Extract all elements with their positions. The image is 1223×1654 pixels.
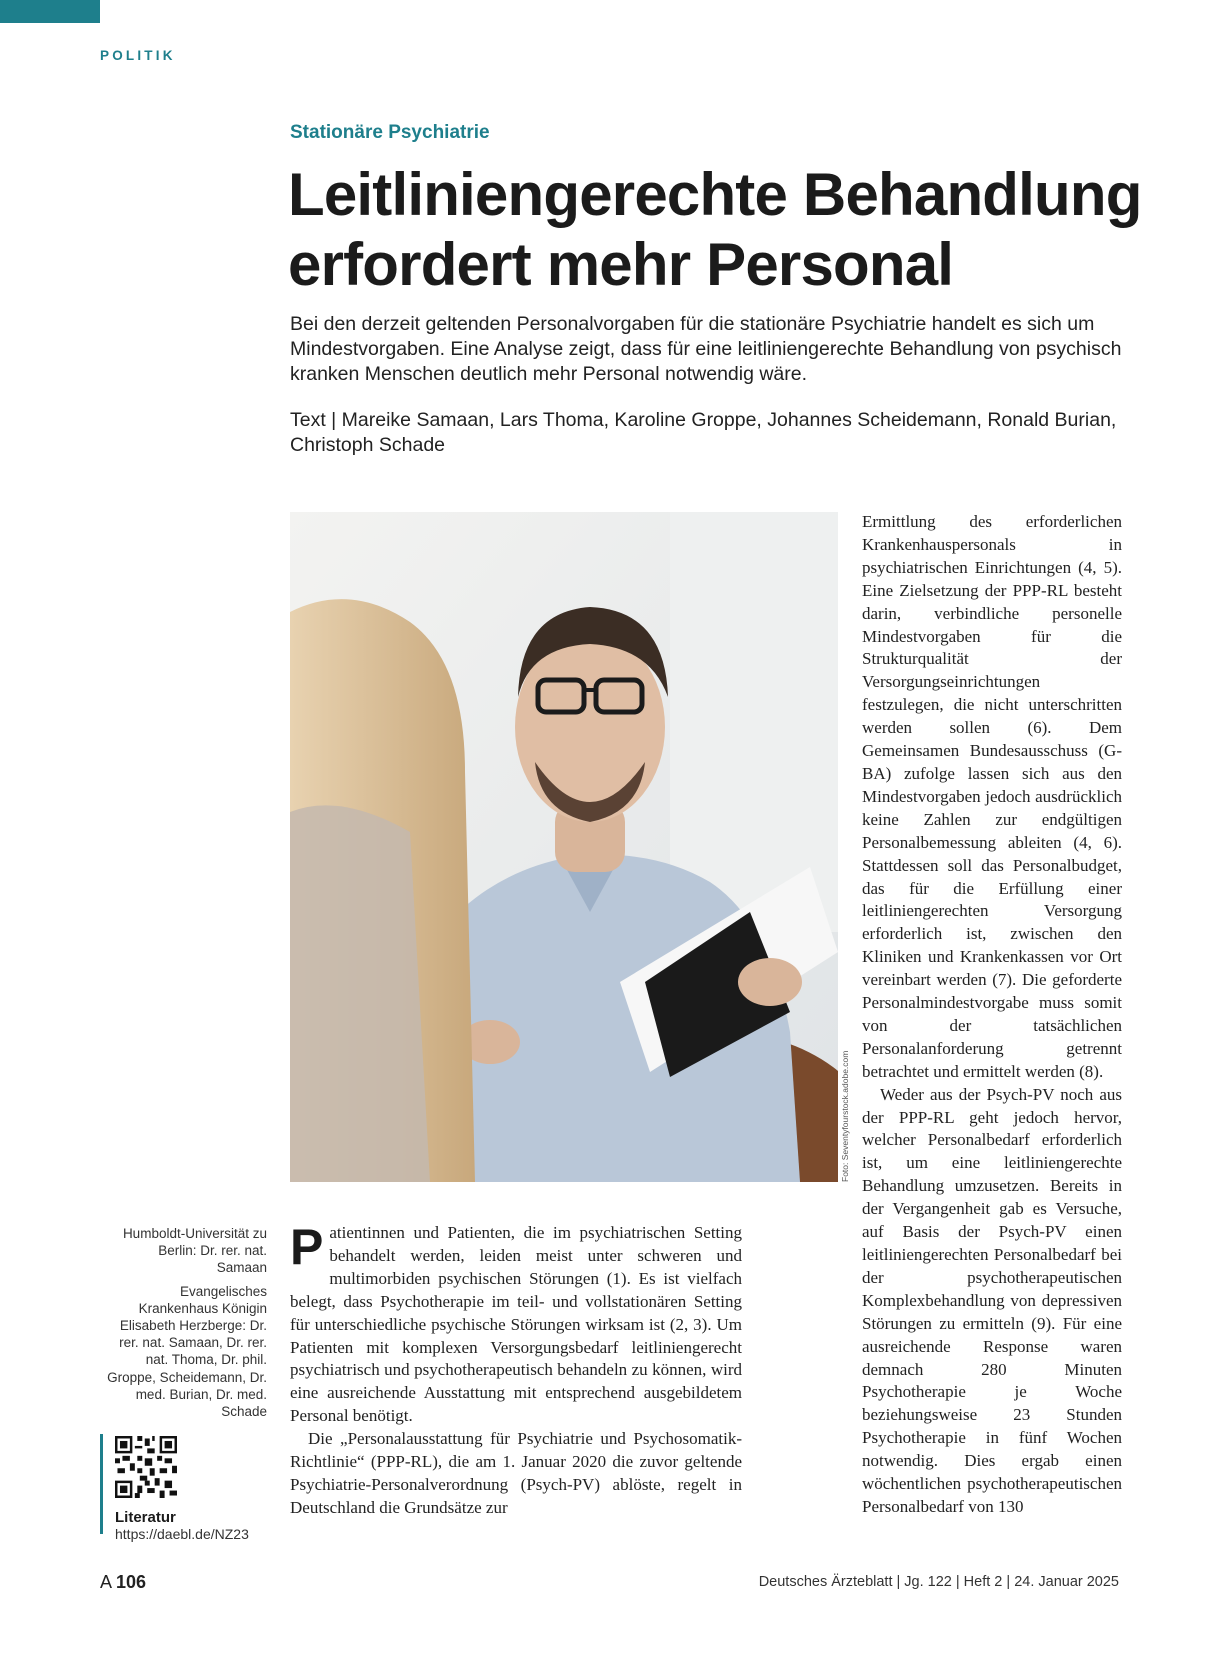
byline-label: Text | (290, 409, 337, 431)
article-byline (290, 408, 1140, 458)
page-prefix: A (100, 1572, 112, 1592)
page-number-value: 106 (116, 1572, 147, 1592)
article-photo (290, 512, 838, 1182)
page-number (100, 1572, 146, 1593)
article-kicker: Stationäre Psychiatrie (290, 122, 490, 143)
right-paragraph-1: Ermittlung des erforderlichen Krankenhauspersonals in psychiatrischen Einrichtungen (4, 5). Eine Zielsetzung der PPP-RL besteht darin, verbindliche personelle Mindestvorgaben für die Strukturqualität der Versorgungseinrichtungen festzulegen, die nicht unterschritten werden sollen (6). Dem Gemeinsamen Bundesausschuss (G-BA) zufolge lassen sich aus den Mindestvorgaben jedoch ausdrücklich keine Zahlen zur endgültigen Personalbemessung ableiten (4, 6). Stattdessen soll das Personalbudget, das für die Erfüllung einer leitliniengerechten Versorgung erforderlich ist, zwischen den Kliniken und Krankenkassen vor Ort vereinbart werden (7). Die geforderte Personalmindestvorgabe muss somit von der tatsächlichen Personalanforderung getrennt betrachtet und ermittelt werden (8). (862, 512, 1122, 1081)
corner-accent-bar (0, 0, 100, 23)
photo-illustration (290, 512, 838, 1182)
dropcap: P (290, 1219, 324, 1275)
literature-label: Literatur (115, 1509, 176, 1526)
journal-info: Deutsches Ärzteblatt | Jg. 122 | Heft 2 | 24. Januar 2025 (758, 1574, 1119, 1590)
section-label: POLITIK (100, 48, 176, 63)
affiliation-2: Evangelisches Krankenhaus Königin Elisabeth Herzberge: Dr. rer. nat. Samaan, Dr. rer. nat. Thoma, Dr. phil. Groppe, Scheidemann, Dr. med. Burian, Dr. med. Schade (107, 1283, 267, 1420)
article-title-line2: erfordert mehr Personal (288, 231, 954, 298)
article-lead: Bei den derzeit geltenden Personalvorgaben für die stationäre Psychiatrie handelt es sich um Mindestvorgaben. Eine Analyse zeigt, dass für eine leitliniengerechte Behandlung von psychisch kranken Menschen deutlich mehr Personal notwendig wäre. (290, 313, 1122, 385)
article-column-right (862, 511, 1122, 1519)
main-paragraph-2: Die „Personalausstattung für Psychiatrie und Psychosomatik-Richtlinie“ (PPP-RL), die am 1. Januar 2020 die zuvor geltende Psychiatrie-Personalverordnung (Psych-PV) ablöste, regelt in Deutschland die Grundsätze zur (290, 1429, 742, 1517)
main-paragraph-1 (290, 1219, 742, 1428)
affiliation-1: Humboldt-Universität zu Berlin: Dr. rer. nat. Samaan (122, 1226, 267, 1276)
photo-credit (838, 1050, 852, 1182)
literature-link[interactable]: https://daebl.de/NZ23 (115, 1526, 249, 1542)
author-affiliations (107, 1225, 267, 1420)
photo-credit-text: Foto: Seventyfourstock.adobe.com (840, 1050, 850, 1182)
main-paragraph-1-text: atientinnen und Patienten, die im psychiatrischen Setting behandelt werden, leiden meist unter schweren und multimorbiden psychischen Störungen (1). Es ist vielfach belegt, dass Psychotherapie im teil- und vollstationären Setting für unterschiedliche psychische Störungen wirksam ist (2, 3). Um Patienten mit komplexen Versorgungsbedarf leitliniengerecht psychiatrisch und psychotherapeutisch behandeln zu können, wird eine ausreichende Ausstattung mit entsprechend ausgebildetem Personal benötigt. (290, 1223, 742, 1426)
article-title (288, 160, 1188, 300)
article-column-main (290, 1219, 742, 1520)
right-paragraph-2: Weder aus der Psych-PV noch aus der PPP-RL geht jedoch hervor, welcher Personalbedarf erforderlich ist, um eine leitliniengerechte Behandlung umzusetzen. Bereits in der Vergangenheit gab es Versuche, auf Basis der Psych-PV einen leitliniengerechten Personalbedarf bei der psychotherapeutischen Komplexbehandlung von depressiven Störungen zu ermitteln (9). Für eine ausreichende Response waren demnach 280 Minuten Psychotherapie je Woche beziehungsweise 23 Stunden Psychotherapie in fünf Wochen notwendig. Dies ergab einen wöchentlichen psychotherapeutischen Personalbedarf von 130 (862, 1084, 1122, 1516)
byline-authors: Mareike Samaan, Lars Thoma, Karoline Groppe, Johannes Scheidemann, Ronald Burian, Christoph Schade (290, 409, 1117, 456)
article-title-line1: Leitliniengerechte Behandlung (288, 161, 1142, 228)
qr-code-icon[interactable] (115, 1436, 177, 1498)
literature-block[interactable] (100, 1434, 260, 1542)
